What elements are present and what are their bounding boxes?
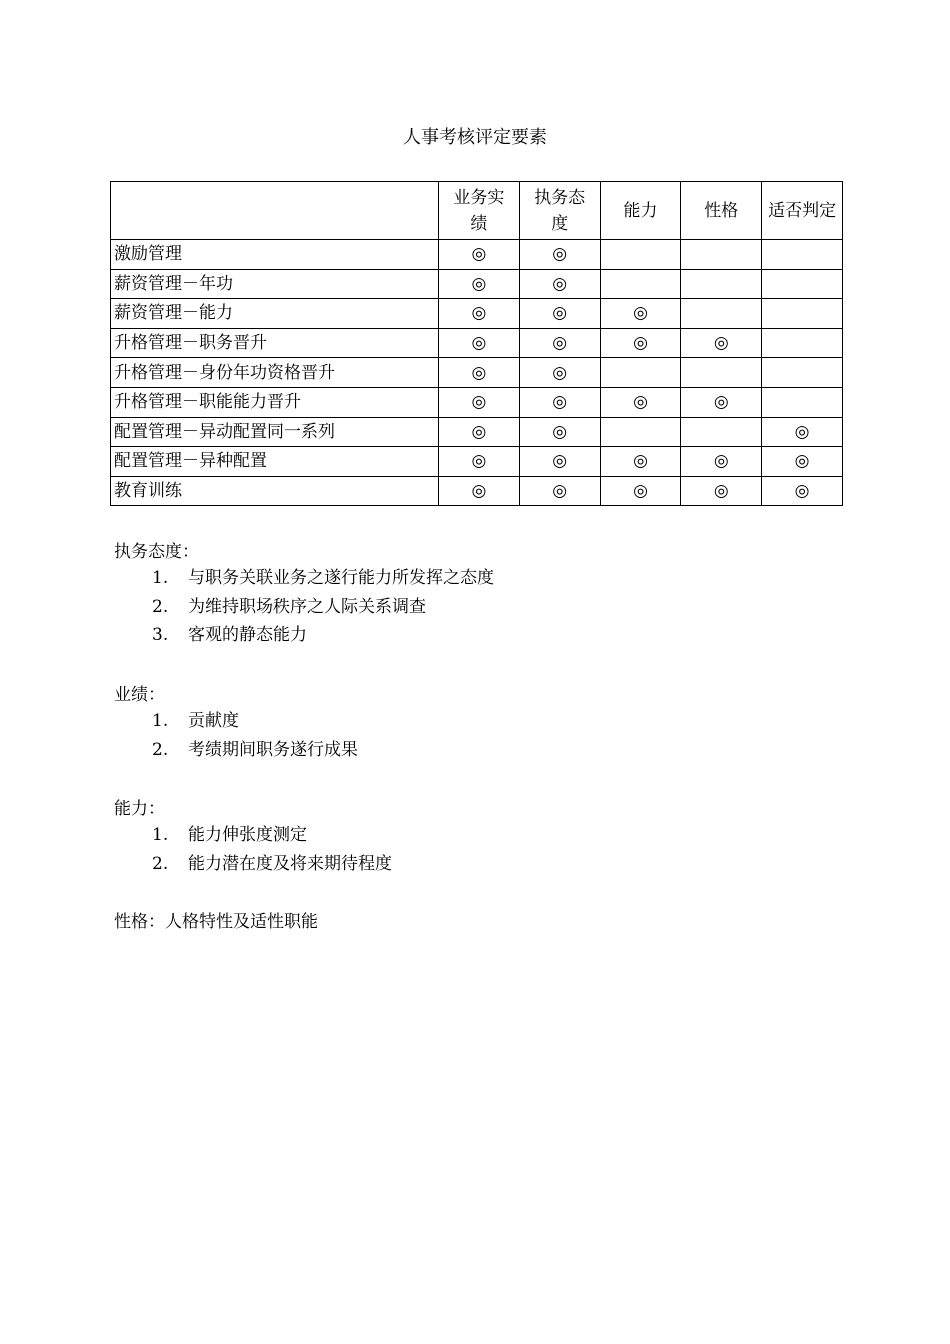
- mark-cell: ◎: [681, 328, 762, 358]
- mark-cell: ◎: [519, 328, 600, 358]
- mark-cell: ◎: [762, 476, 843, 506]
- list-item-number: 1.: [152, 711, 169, 731]
- mark-cell: ◎: [600, 328, 681, 358]
- mark-cell: ◎: [439, 269, 520, 299]
- mark-cell: [600, 240, 681, 270]
- list-item: [114, 736, 358, 765]
- row-label: 配置管理－异动配置同一系列: [111, 417, 439, 447]
- section-list: [114, 707, 358, 764]
- page-title: 人事考核评定要素: [403, 127, 547, 148]
- mark-cell: ◎: [762, 447, 843, 477]
- mark-cell: [681, 240, 762, 270]
- mark-cell: ◎: [439, 358, 520, 388]
- header-cell-personality: 性格: [681, 182, 762, 240]
- mark-cell: ◎: [519, 240, 600, 270]
- mark-cell: [762, 328, 843, 358]
- mark-cell: [762, 240, 843, 270]
- mark-cell: ◎: [519, 476, 600, 506]
- evaluation-table: [110, 181, 843, 506]
- list-item: [114, 564, 494, 593]
- mark-cell: [681, 269, 762, 299]
- mark-cell: ◎: [439, 240, 520, 270]
- row-label: 薪资管理－年功: [111, 269, 439, 299]
- mark-cell: ◎: [762, 417, 843, 447]
- mark-cell: [762, 299, 843, 329]
- list-item-text: 为维持职场秩序之人际关系调查: [188, 596, 426, 617]
- list-item: [114, 821, 392, 850]
- header-cell-suitability: 适否判定: [762, 182, 843, 240]
- section-list: [114, 821, 392, 878]
- mark-cell: [600, 358, 681, 388]
- mark-cell: ◎: [681, 447, 762, 477]
- section-heading: 能力：: [114, 799, 165, 819]
- list-item-text: 贡献度: [188, 711, 239, 731]
- list-item-text: 能力潜在度及将来期待程度: [188, 853, 392, 874]
- mark-cell: ◎: [600, 476, 681, 506]
- table-row: [111, 476, 843, 506]
- mark-cell: ◎: [681, 476, 762, 506]
- table-row: [111, 387, 843, 417]
- mark-cell: ◎: [439, 328, 520, 358]
- mark-cell: ◎: [439, 476, 520, 506]
- mark-cell: [762, 387, 843, 417]
- list-item-number: 3.: [152, 625, 169, 646]
- mark-cell: [600, 269, 681, 299]
- header-cell-performance: [439, 182, 520, 240]
- row-label: 升格管理－职务晋升: [111, 328, 439, 358]
- table-row: [111, 447, 843, 477]
- list-item-number: 2.: [152, 596, 169, 617]
- mark-cell: ◎: [600, 447, 681, 477]
- list-item: [114, 707, 358, 736]
- mark-cell: ◎: [439, 299, 520, 329]
- list-item-number: 1.: [152, 568, 169, 588]
- list-item-number: 2.: [152, 853, 169, 874]
- header-cell-empty: [111, 182, 439, 240]
- row-label: 薪资管理－能力: [111, 299, 439, 329]
- header-performance-label: 业务实绩: [453, 187, 505, 234]
- row-label: 升格管理－身份年功资格晋升: [111, 358, 439, 388]
- mark-cell: ◎: [519, 299, 600, 329]
- list-item: [114, 621, 494, 650]
- table-row: [111, 299, 843, 329]
- mark-cell: ◎: [519, 417, 600, 447]
- row-label: 升格管理－职能能力晋升: [111, 387, 439, 417]
- list-item-number: 2.: [152, 739, 169, 760]
- header-attitude-label: 执务态度: [534, 187, 586, 234]
- mark-cell: ◎: [519, 387, 600, 417]
- header-cell-ability: 能力: [600, 182, 681, 240]
- table-row: [111, 358, 843, 388]
- mark-cell: ◎: [439, 417, 520, 447]
- list-item-text: 考绩期间职务遂行成果: [188, 739, 358, 760]
- table-row: [111, 269, 843, 299]
- mark-cell: [681, 299, 762, 329]
- mark-cell: ◎: [681, 387, 762, 417]
- table-header-row: [111, 182, 843, 240]
- list-item: [114, 850, 392, 879]
- mark-cell: ◎: [600, 299, 681, 329]
- mark-cell: [762, 269, 843, 299]
- section-list: [114, 564, 494, 650]
- table-row: [111, 240, 843, 270]
- mark-cell: [762, 358, 843, 388]
- list-item-number: 1.: [152, 825, 169, 845]
- mark-cell: [681, 358, 762, 388]
- table-row: [111, 417, 843, 447]
- section-heading: 执务态度：: [114, 542, 199, 562]
- mark-cell: [681, 417, 762, 447]
- table-row: [111, 328, 843, 358]
- mark-cell: ◎: [519, 447, 600, 477]
- list-item-text: 客观的静态能力: [188, 625, 307, 646]
- list-item-text: 与职务关联业务之遂行能力所发挥之态度: [188, 568, 494, 588]
- mark-cell: ◎: [519, 269, 600, 299]
- mark-cell: ◎: [600, 387, 681, 417]
- section-heading: 业绩：: [114, 685, 165, 705]
- mark-cell: [600, 417, 681, 447]
- section-heading: 性格：人格特性及适性职能: [114, 912, 318, 932]
- mark-cell: ◎: [519, 358, 600, 388]
- header-cell-attitude: [519, 182, 600, 240]
- list-item: [114, 593, 494, 622]
- row-label: 教育训练: [111, 476, 439, 506]
- mark-cell: ◎: [439, 447, 520, 477]
- mark-cell: ◎: [439, 387, 520, 417]
- list-item-text: 能力伸张度测定: [188, 825, 307, 845]
- row-label: 激励管理: [111, 240, 439, 270]
- row-label: 配置管理－异种配置: [111, 447, 439, 477]
